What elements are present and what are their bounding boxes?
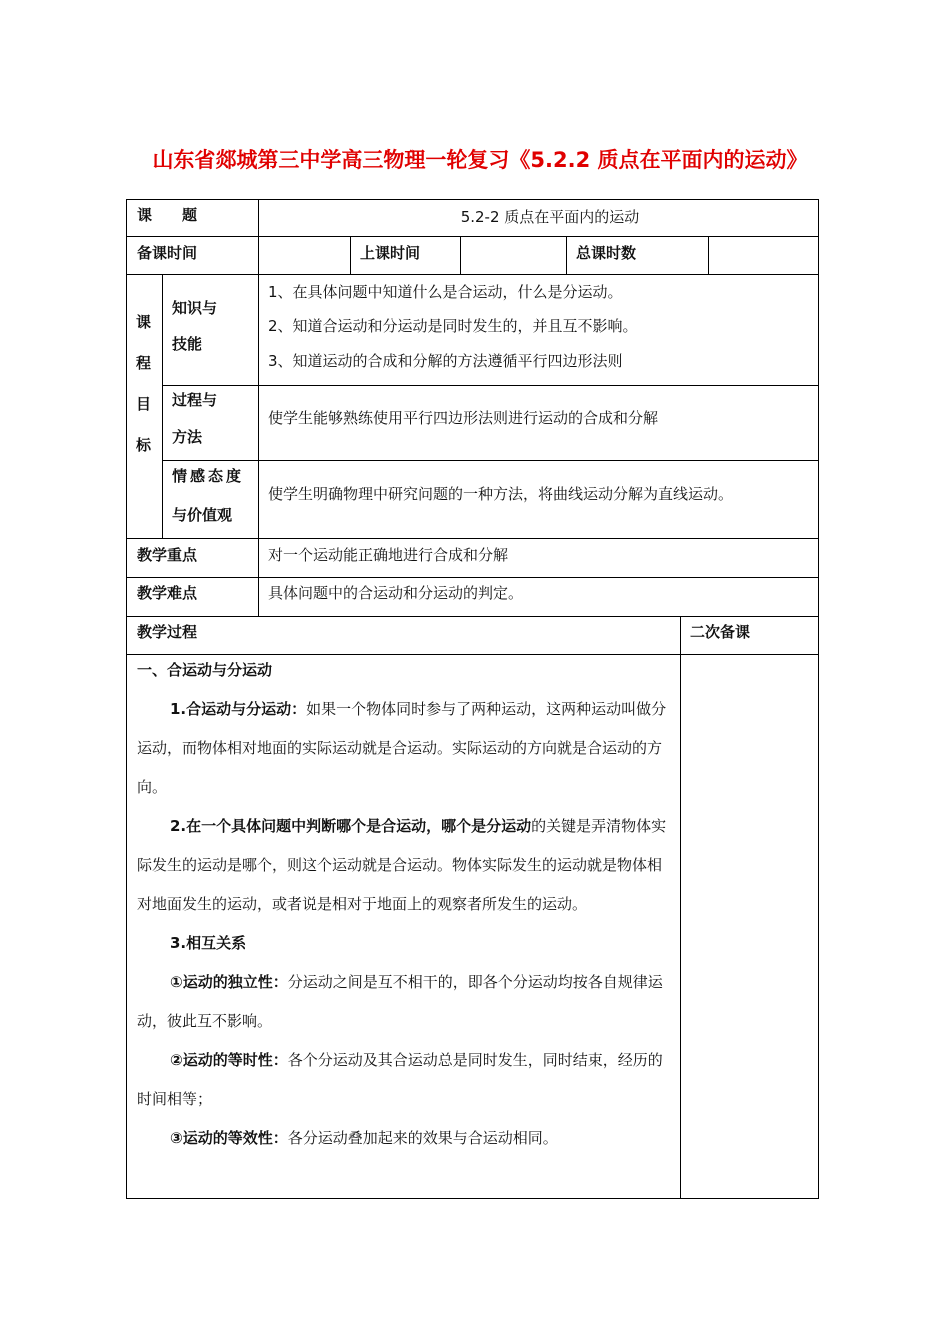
knowledge-item: 3、知道运动的合成和分解的方法遵循平行四边形法则 — [268, 352, 623, 370]
paragraph-label: 2.在一个具体问题中判断哪个是合运动，哪个是分运动 — [170, 817, 532, 835]
teaching-process-label: 教学过程 — [137, 623, 198, 641]
section-heading: 一、合运动与分运动 — [137, 661, 273, 679]
key-point-label: 教学重点 — [137, 546, 198, 564]
total-hours-label: 总课时数 — [576, 244, 637, 262]
paragraph-text: 分运动之间是互不相干的，即各个分运动均按各自规律运动，彼此互不影响。 — [137, 973, 663, 1030]
paragraph-label: ③运动的等效性： — [170, 1129, 288, 1147]
knowledge-item: 1、在具体问题中知道什么是合运动，什么是分运动。 — [268, 283, 623, 301]
paragraph-label: 1.合运动与分运动： — [170, 700, 307, 718]
knowledge-item: 2、知道合运动和分运动是同时发生的，并且互不影响。 — [268, 317, 638, 335]
objectives-label-char: 目 — [136, 395, 152, 413]
paragraph-label: 3.相互关系 — [170, 934, 247, 952]
topic-label: 课 题 — [137, 206, 198, 224]
paragraph — [137, 1119, 675, 1158]
attitude-text: 使学生明确物理中研究问题的一种方法，将曲线运动分解为直线运动。 — [268, 485, 734, 503]
knowledge-label: 知识与 — [172, 299, 218, 317]
process-label: 过程与 — [172, 391, 218, 409]
difficulty-label: 教学难点 — [137, 584, 198, 602]
key-point-text: 对一个运动能正确地进行合成和分解 — [268, 546, 509, 564]
paragraph — [137, 807, 675, 924]
paragraph-text: 的关键是弄清物体实际发生的运动是哪个，则这个运动就是合运动。物体实际发生的运动就是物体相对地面发生的运动，或者说是相对于地面上的观察者所发生的运动。 — [137, 817, 667, 913]
process-label: 方法 — [172, 428, 203, 446]
paragraph — [137, 963, 675, 1041]
paragraph-text: 各分运动叠加起来的效果与合运动相同。 — [287, 1129, 558, 1147]
teaching-content — [137, 658, 675, 1158]
paragraph — [137, 690, 675, 807]
objectives-label-char: 程 — [136, 354, 152, 372]
document-title: 山东省郯城第三中学高三物理一轮复习《5.2.2 质点在平面内的运动》 — [152, 148, 808, 172]
paragraph-text: 如果一个物体同时参与了两种运动，这两种运动叫做分运动，而物体相对地面的实际运动就是合运动。实际运动的方向就是合运动的方向。 — [137, 700, 667, 796]
paragraph-label: ①运动的独立性： — [170, 973, 288, 991]
knowledge-label: 技能 — [172, 335, 203, 353]
prep-time-label: 备课时间 — [137, 244, 198, 262]
attitude-label: 情感态度 — [172, 467, 245, 485]
topic-value: 5.2-2 质点在平面内的运动 — [460, 208, 640, 226]
paragraph — [137, 1041, 675, 1119]
class-time-label: 上课时间 — [360, 244, 421, 262]
paragraph-label: ②运动的等时性： — [170, 1051, 288, 1069]
objectives-label-char: 课 — [136, 313, 152, 331]
process-text: 使学生能够熟练使用平行四边形法则进行运动的合成和分解 — [268, 409, 659, 427]
secondary-prep-label: 二次备课 — [690, 623, 751, 641]
difficulty-text: 具体问题中的合运动和分运动的判定。 — [268, 584, 524, 602]
paragraph-text: 各个分运动及其合运动总是同时发生，同时结束，经历的时间相等； — [137, 1051, 663, 1108]
attitude-label: 与价值观 — [172, 506, 233, 524]
objectives-label-char: 标 — [136, 436, 152, 454]
